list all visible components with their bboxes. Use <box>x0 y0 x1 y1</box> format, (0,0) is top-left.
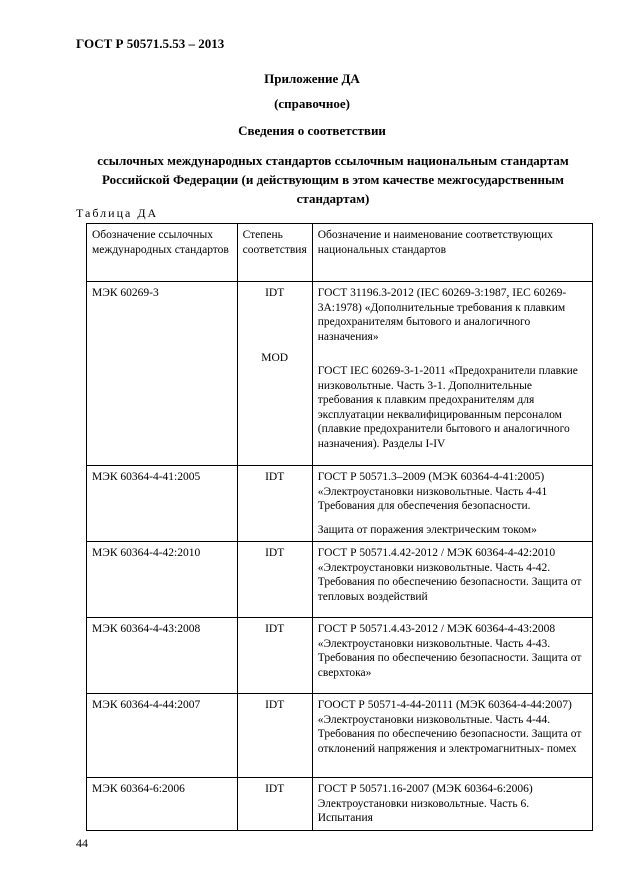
cell-degree: IDT <box>237 542 312 618</box>
national-standard: ГОСТ IEC 60269-3-1-2011 «Предохранители плавкие низковольтные. Часть 3-1. Дополнительные требования к плавким предохранителям для эксплуатации неквалифицированным персоналом (плавкие предохранители бытового и аналогичного назначения). Разделы I-IV <box>317 365 578 450</box>
cell-degree: IDT <box>237 466 312 542</box>
national-standard: Защита от поражения электрическим током» <box>317 523 537 536</box>
cell-national: ГОСТ Р 50571.4.42-2012 / МЭК 60364-4-42:2010 «Электроустановки низковольтные. Часть 4-42. Требования по обеспечению безопасности. Защита от тепловых воздействий <box>312 542 592 618</box>
national-standard: ГОСТ 31196.3-2012 (IEC 60269-3:1987, IEC 60269-3A:1978) «Дополнительные требования к плавким предохранителям бытового и аналогичного назначения» <box>317 287 567 343</box>
cell-national: ГОСТ Р 50571.16-2007 (МЭК 60364-6:2006) Электроустановки низковольтные. Часть 6. Испытания <box>312 778 592 831</box>
appendix-title: Приложение ДА <box>264 71 360 86</box>
cell-degree: IDT <box>237 694 312 778</box>
table-row <box>87 694 593 778</box>
appendix-type: (справочное) <box>274 96 350 111</box>
cell-intl: МЭК 60364-4-41:2005 <box>87 466 238 542</box>
table-row <box>87 466 593 542</box>
page-number: 44 <box>76 836 88 850</box>
table-label: Таблица ДА <box>76 206 159 220</box>
cell-national <box>312 282 592 466</box>
cell-intl: МЭК 60364-4-43:2008 <box>87 618 238 694</box>
table-row <box>87 542 593 618</box>
appendix-heading: Сведения о соответствии <box>238 123 386 138</box>
cell-national: ГОСТ Р 50571.4.43-2012 / МЭК 60364-4-43:2008 «Электроустановки низковольтные. Часть 4-43. Требования по обеспечению безопасности. Защита от сверхтока» <box>312 618 592 694</box>
cell-degree <box>237 282 312 466</box>
national-standard: ГОСТ Р 50571.3–2009 (МЭК 60364-4-41:2005) «Электроустановки низковольтные. Часть 4-41 Требования для обеспечения безопасности. <box>317 471 548 512</box>
document-header: ГОСТ Р 50571.5.53 – 2013 <box>76 36 225 51</box>
header-cell-degree: Степень соответствия <box>237 224 312 282</box>
table-header-row <box>87 224 593 282</box>
cell-intl: МЭК 60364-4-44:2007 <box>87 694 238 778</box>
cell-intl: МЭК 60364-6:2006 <box>87 778 238 831</box>
cell-degree: IDT <box>237 618 312 694</box>
cell-intl: МЭК 60269-3 <box>87 282 238 466</box>
table-row <box>87 778 593 831</box>
cell-national <box>312 466 592 542</box>
cell-national: ГООСТ Р 50571-4-44-20111 (МЭК 60364-4-44:2007) «Электроустановки низковольтные. Часть 4-44. Требования по обеспечению безопасности. Защита от отклонений напряжения и электромагнитных- помех <box>312 694 592 778</box>
table-row <box>87 618 593 694</box>
degree-value: IDT <box>265 287 285 299</box>
cell-degree: IDT <box>237 778 312 831</box>
degree-value: MOD <box>261 351 289 364</box>
header-cell-intl: Обозначение ссылочных международных стандартов <box>87 224 238 282</box>
correspondence-table <box>86 223 593 831</box>
appendix-subheading: ссылочных международных стандартов ссылочным национальным стандартам Российской Федерации (и действующим в этом качестве межгосударственным стандартам) <box>97 153 569 206</box>
cell-intl: МЭК 60364-4-42:2010 <box>87 542 238 618</box>
header-cell-national: Обозначение и наименование соответствующих национальных стандартов <box>312 224 592 282</box>
table-row <box>87 282 593 466</box>
